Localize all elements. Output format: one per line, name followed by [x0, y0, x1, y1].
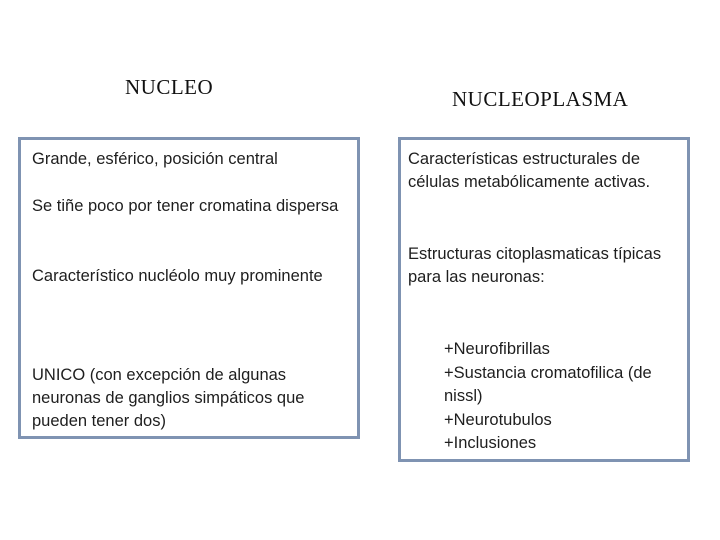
nucleo-heading: NUCLEO	[125, 75, 214, 99]
nucleo-box	[18, 137, 360, 439]
nucleoplasma-paragraph-structural: Características estructurales de células metabólicamente activas.	[408, 150, 651, 191]
nucleoplasma-list	[444, 338, 680, 456]
list-item: +Sustancia cromatofilica (de nissl)	[444, 363, 652, 405]
list-item: +Neurofibrillas	[444, 340, 550, 358]
nucleoplasma-heading: NUCLEOPLASMA	[452, 87, 629, 111]
nucleoplasma-paragraph-cytoplasmic: Estructuras citoplasmaticas típicas para las neuronas:	[408, 245, 662, 286]
nucleo-item-size: Grande, esférico, posición central	[32, 150, 278, 168]
list-item: +Neurotubulos	[444, 410, 552, 429]
nucleo-item-nucleolus: Característico nucléolo muy prominente	[32, 267, 323, 285]
nucleo-item-unique: UNICO (con excepción de algunas neuronas de ganglios simpáticos que pueden tener dos)	[32, 366, 305, 430]
list-item: +Inclusiones	[444, 434, 537, 452]
nucleo-item-staining: Se tiñe poco por tener cromatina dispersa	[32, 197, 339, 215]
nucleoplasma-box	[398, 137, 690, 462]
